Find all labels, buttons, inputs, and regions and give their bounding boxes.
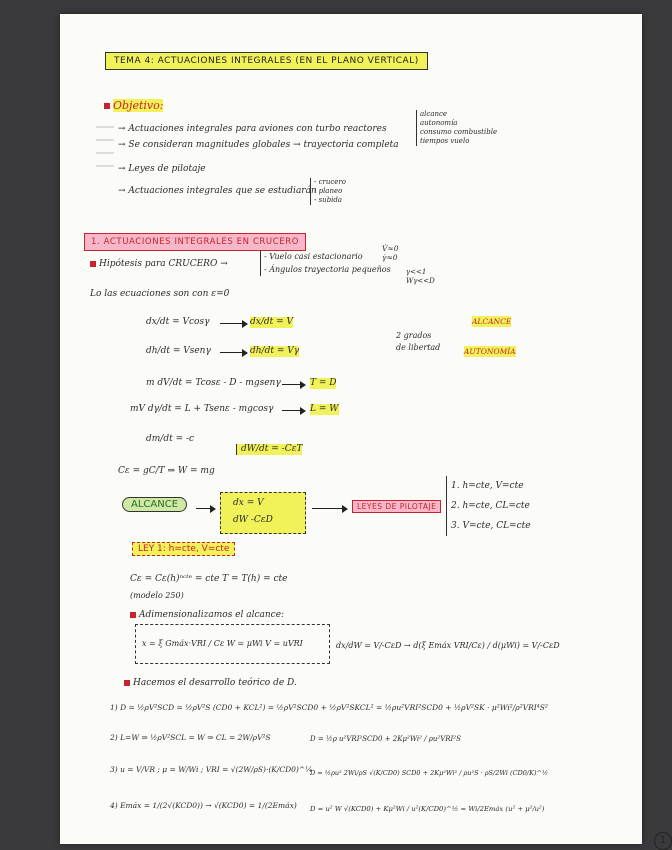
notebook-page [60,14,667,846]
page-number: 1 [654,832,672,850]
page-title: TEMA 4: ACTUACIONES INTEGRALES (EN EL PLANO VERTICAL) [105,52,428,70]
dof-label: 2 grados de libertad [396,331,441,352]
objective-item: → Leyes de pilotaje [118,164,206,174]
dev-right: D = ½ρu² 2Wi/ρS √(K/CD0) SCD0 + 2Kμ²Wi² / ρu²S · ρS/2Wi (CD0/K)^½ [310,769,549,777]
equation-left: dm/dt = -c [146,434,195,444]
modelo-note: (modelo 250) [130,591,184,600]
hypothesis-label: Hipótesis para CRUCERO → [90,259,228,270]
trajectory-list: alcance autonomía consumo combustible tiempos vuelo [416,110,497,146]
bullet-icon [130,612,136,618]
arrow-icon [312,508,346,509]
hyp-right-b: γ<<1 Wγ<<D [406,268,435,285]
dev-line: 4) Emáx = 1/(2√(KCD0)) → √(KCD0) = 1/(2Emáx) [110,801,297,810]
equation-left: mV dγ/dt = L + Tsenε - mgcosγ [130,404,274,414]
equation-right: dx/dt = V [250,317,294,327]
studied-list: - crucero - planeo - subida [310,178,346,205]
arrow-icon [220,352,246,353]
equation-left: m dV/dt = Tcosε - D - mgsenγ [146,378,281,388]
dof-target: AUTONOMÍA [464,347,516,356]
objective-item: → Actuaciones integrales que se estudiarán [118,186,317,196]
equation-right: T = D [310,378,337,388]
objective-item: → Se consideran magnitudes globales → trayectoria completa [118,140,399,150]
leyes-pilotaje-label: LEYES DE PILOTAJE [352,500,441,513]
laws-list: 1. h=cte, V=cte 2. h=cte, CL=cte 3. V=cte, CL=cte [446,476,531,536]
adim-heading: Adimensionalizamos el alcance: [130,610,284,621]
equation-right: L = W [310,404,339,414]
dw-equation: dW/dt = -CεT [236,444,302,455]
arrow-icon [282,384,304,385]
adim-box: x = ξ Gmáx·VRI / Cε W = μWi V = uVRI [135,624,330,664]
alcance-label: ALCANCE [122,497,187,512]
equation-right: dh/dt = Vγ [250,346,300,356]
section-heading: 1. ACTUACIONES INTEGRALES EN CRUCERO [84,233,306,251]
alcance-equation-box: dx = V dW -CεD [220,492,306,534]
bullet-icon [90,261,96,267]
hyp-right-a: V̇≈0 γ̇≈0 [382,244,399,262]
desarrollo-heading: Hacemos el desarrollo teórico de D. [124,678,297,689]
ce-equation: Cε = gC/T ⇒ W = mg [118,466,215,476]
objective-heading: Objetivo: [104,100,163,111]
binder-mark [96,165,114,167]
binder-mark [96,139,114,141]
equations-intro: Lo las ecuaciones son con ε=0 [90,289,230,299]
dev-line: 1) D = ½ρV²SCD = ½ρV²S (CD0 + KCL²) = ½ρV²SCD0 + ½ρV²SKCL² = ½ρu²VRI²SCD0 + ½ρV²SK · μ²Wi²/ρ²VRI⁴S² [110,703,548,712]
dev-line: 2) L=W ⇒ ½ρV²SCL = W ⇒ CL = 2W/ρV²S [110,733,271,742]
arrow-icon [282,410,304,411]
arrow-icon [220,323,246,324]
dev-line: 3) u = V/VR ; μ = W/Wi ; VRI = √(2W/ρS)·(K/CD0)^¼ [110,765,313,774]
bullet-icon [124,680,130,686]
hypothesis-list: - Vuelo casi estacionario - Ángulos trayectoria pequeños [260,250,391,276]
equation-left: dx/dt = Vcosγ [146,317,210,327]
bullet-icon [104,103,110,109]
objective-item: → Actuaciones integrales para aviones con turbo reactores [118,124,387,134]
dev-right: D = u² W √(KCD0) + Kμ²Wi / u²(K/CD0)^½ = Wi/2Emáx (u² + μ²/u²) [310,805,545,813]
dof-target: ALCANCE [472,317,512,326]
ley1-heading: LEY 1: h=cte, V=cte [132,542,235,556]
adim-right: dx/dW = V/-CεD → d(ξ Emáx VRI/Cε) / d(μWi) = V/-CεD [336,641,560,650]
binder-mark [96,152,114,154]
ce-line: Cε = Cε(h)ⁿᶜᵗᵉ = cte T = T(h) = cte [130,574,288,584]
equation-left: dh/dt = Vsenγ [146,346,211,356]
dev-right: D = ½ρ u²VRI²SCD0 + 2Kμ²Wi² / ρu²VRI²S [310,735,461,743]
binder-mark [96,126,114,128]
arrow-icon [196,508,214,509]
